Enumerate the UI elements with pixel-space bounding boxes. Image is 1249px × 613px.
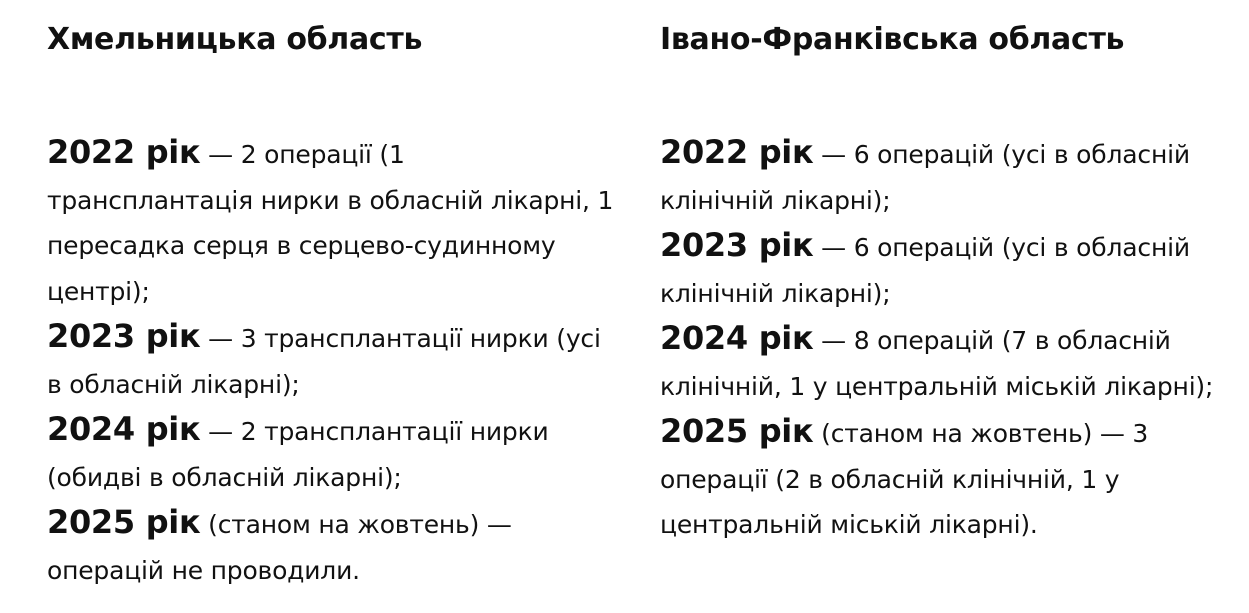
entry-text: (станом на жовтень) — операцій не проводили. bbox=[47, 510, 512, 585]
entry-text: — 6 операцій (усі в обласній клінічній лікарні); bbox=[660, 233, 1190, 308]
entry-text: (станом на жовтень) — 3 операції (2 в обласній клінічній, 1 у центральній міській лікарні). bbox=[660, 419, 1149, 539]
entry-text: — 3 трансплантації нирки (усі в обласній лікарні); bbox=[47, 324, 601, 399]
entry-2025 bbox=[660, 409, 1240, 548]
entry-2023 bbox=[660, 223, 1240, 316]
region-title: Івано-Франківська область bbox=[660, 22, 1125, 57]
year-label: 2023 рік bbox=[660, 226, 814, 264]
entry-2024 bbox=[660, 316, 1240, 409]
year-label: 2022 рік bbox=[47, 133, 201, 171]
entries-list bbox=[660, 130, 1240, 548]
entry-2022 bbox=[660, 130, 1240, 223]
entries-list bbox=[47, 130, 617, 593]
year-label: 2023 рік bbox=[47, 317, 201, 355]
region-title: Хмельницька область bbox=[47, 22, 423, 57]
year-label: 2025 рік bbox=[47, 503, 201, 541]
entry-2025 bbox=[47, 500, 617, 593]
year-label: 2025 рік bbox=[660, 412, 814, 450]
entry-2022 bbox=[47, 130, 617, 314]
year-label: 2024 рік bbox=[47, 410, 201, 448]
entry-2024 bbox=[47, 407, 617, 500]
year-label: 2022 рік bbox=[660, 133, 814, 171]
entry-text: — 2 операції (1 трансплантація нирки в обласній лікарні, 1 пересадка серця в серцево-судинному центрі); bbox=[47, 140, 614, 306]
entry-text: — 6 операцій (усі в обласній клінічній лікарні); bbox=[660, 140, 1190, 215]
entry-text: — 2 трансплантації нирки (обидві в обласній лікарні); bbox=[47, 417, 549, 492]
year-label: 2024 рік bbox=[660, 319, 814, 357]
ivano-frankivsk-column bbox=[660, 18, 1240, 548]
entry-text: — 8 операцій (7 в обласній клінічній, 1 у центральній міській лікарні); bbox=[660, 326, 1214, 401]
khmelnytskyi-column bbox=[47, 18, 617, 593]
entry-2023 bbox=[47, 314, 617, 407]
